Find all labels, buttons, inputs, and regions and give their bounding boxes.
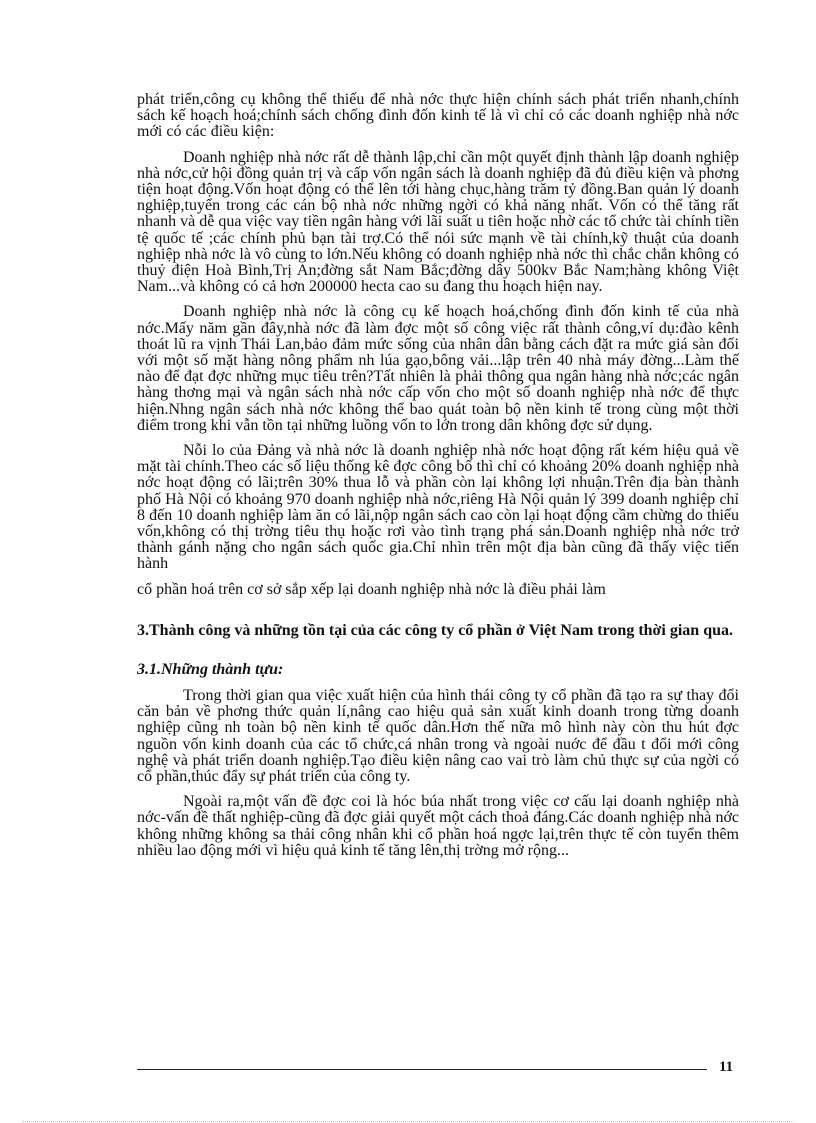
paragraph-planning-tool: Doanh nghiệp nhà nớc là công cụ kế hoạch hoá,chống đình đốn kinh tế của nhà nớc.Mấy năm gần đây,nhà nớc đã làm đợc một số công việc rất thành công,ví dụ:đào kênh thoát lũ ra vịnh Thái Lan,bảo đảm mức sống của nhân dân bằng cách đặt ra mức giá sàn đối với một số mặt hàng nông phẩm nh lúa gạo,bông vải...lập trên 40 nhà máy đờng...Làm thế nào để đạt đợc những mục tiêu trên?Tất nhiên là phải thông qua ngân hàng nhà nớc;các ngân hàng thơng mại và ngân sách nhà nớc cấp vốn cho một số doanh nghiệp nhà nớc để thực hiện.Nhng ngân sách nhà nớc không thể bao quát toàn bộ nền kinh tế trong cùng một thời điểm trong khi vẫn tồn tại những luồng vốn to lớn trong dân không đợc sử dụng. — [137, 303, 739, 434]
page-content — [137, 92, 739, 868]
section-heading: 3.Thành công và những tồn tại của các công ty cổ phần ở Việt Nam trong thời gian qua. — [137, 621, 733, 639]
page-number: 11 — [719, 1059, 734, 1075]
paragraph-conclusion-line: cổ phần hoá trên cơ sở sắp xếp lại doanh nghiệp nhà nớc là điều phải làm — [137, 580, 606, 598]
paragraph-establishment: Doanh nghiệp nhà nớc rất dễ thành lập,chỉ cần một quyết định thành lập doanh nghiệp nhà nớc,cử hội đồng quản trị và cấp vốn ngân sách là doanh nghiệp đã đủ điều kiện và phơng tiện hoạt động.Vốn hoạt động có thể lên tới hàng chục,hàng trăm tỷ đồng.Ban quản lý doanh nghiệp,tuyển trong các cán bộ nhà nớc những ngời có khả năng nhất. Vốn có thể tăng rất nhanh và dễ qua việc vay tiền ngân hàng với lãi suất u tiên hoặc nhờ các tổ chức tài chính tiền tệ quốc tế ;các chính phủ bạn tài trợ.Có thể nói sức mạnh về tài chính,kỹ thuật của doanh nghiệp nhà nớc là vô cùng to lớn.Nếu không có doanh nghiệp nhà nớc thì chắc chắn không có thuỷ điện Hoà Bình,Trị An;đờng sắt Nam Bắc;đờng dây 500kv Bắc Nam;hàng không Việt Nam...và không có cả hơn 200000 hecta cao su đang thu hoạch hiện nay. — [137, 148, 739, 296]
paragraph-concerns: Nỗi lo của Đảng và nhà nớc là doanh nghiệp nhà nớc hoạt động rất kém hiệu quả về mặt tài chính.Theo các số liệu thống kê đợc công bố thì chỉ có khoảng 20% doanh nghiệp nhà nớc hoạt động có lãi;trên 30% thua lỗ và phần còn lại không lợi nhuận.Trên địa bàn thành phố Hà Nội có khoảng 970 doanh nghiệp nhà nớc,riêng Hà Nội quản lý 399 doanh nghiệp chỉ 8 đến 10 doanh nghiệp làm ăn có lãi,nộp ngân sách cao còn lại hoạt động cầm chừng do thiếu vốn,không có thị trờng tiêu thụ hoặc rơi vào tình trạng phá sản.Doanh nghiệp nhà nớc trở thành gánh nặng cho ngân sách quốc gia.Chỉ nhìn trên một địa bàn cũng đã thấy việc tiến hành — [137, 442, 739, 573]
page-bottom-border — [22, 1121, 794, 1122]
paragraph-achievements: Trong thời gian qua việc xuất hiện của hình thái công ty cổ phần đã tạo ra sự thay đổi căn bản về phơng thức quản lí,nâng cao hiệu quả sản xuất kinh doanh trong từng doanh nghiệp cũng nh toàn bộ nền kinh tế quốc dân.Hơn thế nữa mô hình này còn thu hút đợc nguồn vốn kinh doanh của các tổ chức,cá nhân trong và ngoài nuớc để đầu t đổi mới công nghệ và phát triển doanh nghiệp.Tạo điều kiện nâng cao vai trò làm chủ thực sự của ngời có cổ phần,thúc đẩy sự phát triển của công ty. — [137, 686, 739, 785]
paragraph-intro: phát triển,công cụ không thể thiếu để nhà nớc thực hiện chính sách phát triển nhanh,chính sách kế hoạch hoá;chính sách chống đình đốn kinh tế là vì chỉ có các doanh nghiệp nhà nớc mới có các điều kiện: — [137, 91, 739, 141]
subsection-heading: 3.1.Những thành tựu: — [137, 660, 284, 678]
paragraph-unemployment: Ngoài ra,một vấn đề đợc coi là hóc búa nhất trong việc cơ cấu lại doanh nghiệp nhà nớc-vấn đề thất nghiệp-cũng đã đợc giải quyết một cách thoả đáng.Các doanh nghiệp nhà nớc không những không sa thải công nhân khi cổ phần hoá ngợc lại,trên thực tế còn tuyển thêm nhiều lao động mới vì hiệu quả kinh tế tăng lên,thị trờng mở rộng... — [137, 793, 739, 859]
footer-rule — [137, 1069, 707, 1070]
